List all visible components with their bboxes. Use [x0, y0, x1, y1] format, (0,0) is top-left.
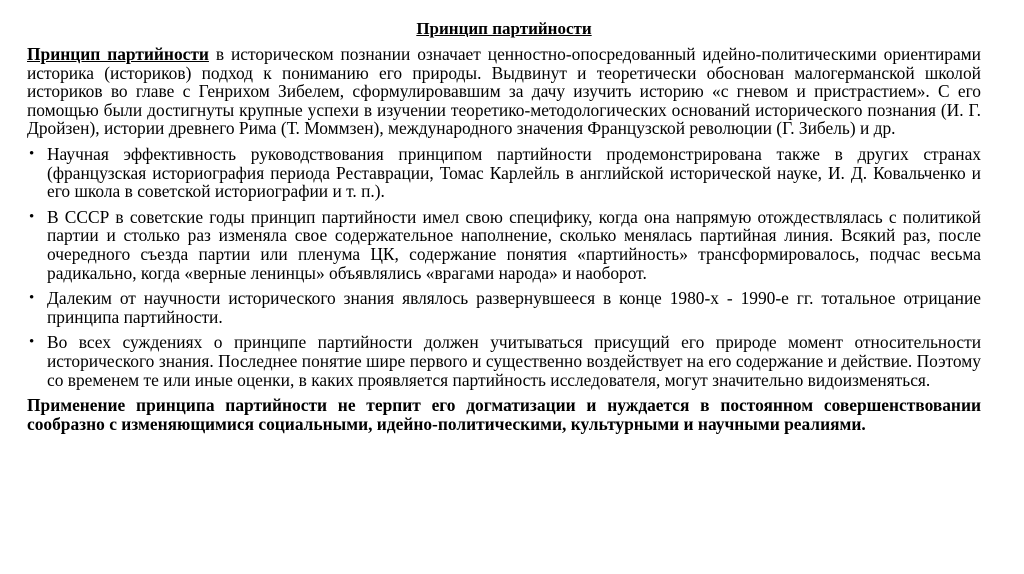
bullet-icon: • — [29, 145, 35, 162]
bullet-icon: • — [29, 334, 35, 351]
list-item-text: Далеким от научности исторического знания являлось развернувшееся в конце 1980-х - 1990-е гг. тотальное отрицание принципа партийности. — [47, 288, 981, 327]
list-item-text: Научная эффективность руководствования принципом партийности продемонстрирована также в других странах (французская историография периода Реставрации, Томас Карлейль в английской исторической науке, И. Д. Ковальченко и его школа в советской историографии и т. п.). — [47, 143, 981, 202]
page-title: Принцип партийности — [416, 19, 592, 38]
conclusion-paragraph: Применение принципа партийности не терпит его догматизации и нуждается в постоянном совершенствовании сообразно с изменяющимися социальными, идейно-политическими, культурными и научными реалиями. — [27, 395, 981, 434]
list-item-text: Во всех суждениях о принципе партийности должен учитываться присущий его природе момент относительности исторического знания. Последнее понятие шире первого и существенно воздействует на его содержание и действие. Поэтому со временем те или иные оценки, в каких проявляется партийность исследователя, могут значительно видоизменяться. — [47, 332, 981, 390]
list-item-text: В СССР в советские годы принцип партийности имел свою специфику, когда она напрямую отождествлялась с политикой партии и столько раз изменяла свое содержательное наполнение, сколько менялась партийная линия. Всякий раз, после очередного съезда партии или пленума ЦК, содержание понятия «партийность» трансформировалось, подчас весьма радикально, когда «верные ленинцы» объявлялись «врагами народа» и наоборот. — [47, 206, 981, 283]
bullet-list — [27, 145, 981, 389]
list-item — [27, 289, 981, 326]
list-item — [27, 208, 981, 282]
list-item — [27, 333, 981, 389]
bullet-icon: • — [29, 208, 35, 225]
intro-lead-term: Принцип партийности — [27, 44, 209, 64]
intro-paragraph — [27, 45, 981, 138]
slide-content — [27, 19, 981, 433]
bullet-icon: • — [29, 290, 35, 307]
list-item — [27, 145, 981, 201]
intro-text: в историческом познании означает ценностно-опосредованный идейно-политическими ориентирами историка (историков) подход к пониманию его природы. Выдвинут и теоретически обоснован малогерманской школой историков во главе с Генрихом Зибелем, сформулировавшим за дачу изучить историю «с гневом и пристрастием». С его помощью были достигнуты крупные успехи в изучении теоретико-методологических оснований исторического познания (И. Г. Дройзен), истории древнего Рима (Т. Моммзен), международного значения Французской революции (Г. Зибель) и др. — [27, 44, 981, 139]
